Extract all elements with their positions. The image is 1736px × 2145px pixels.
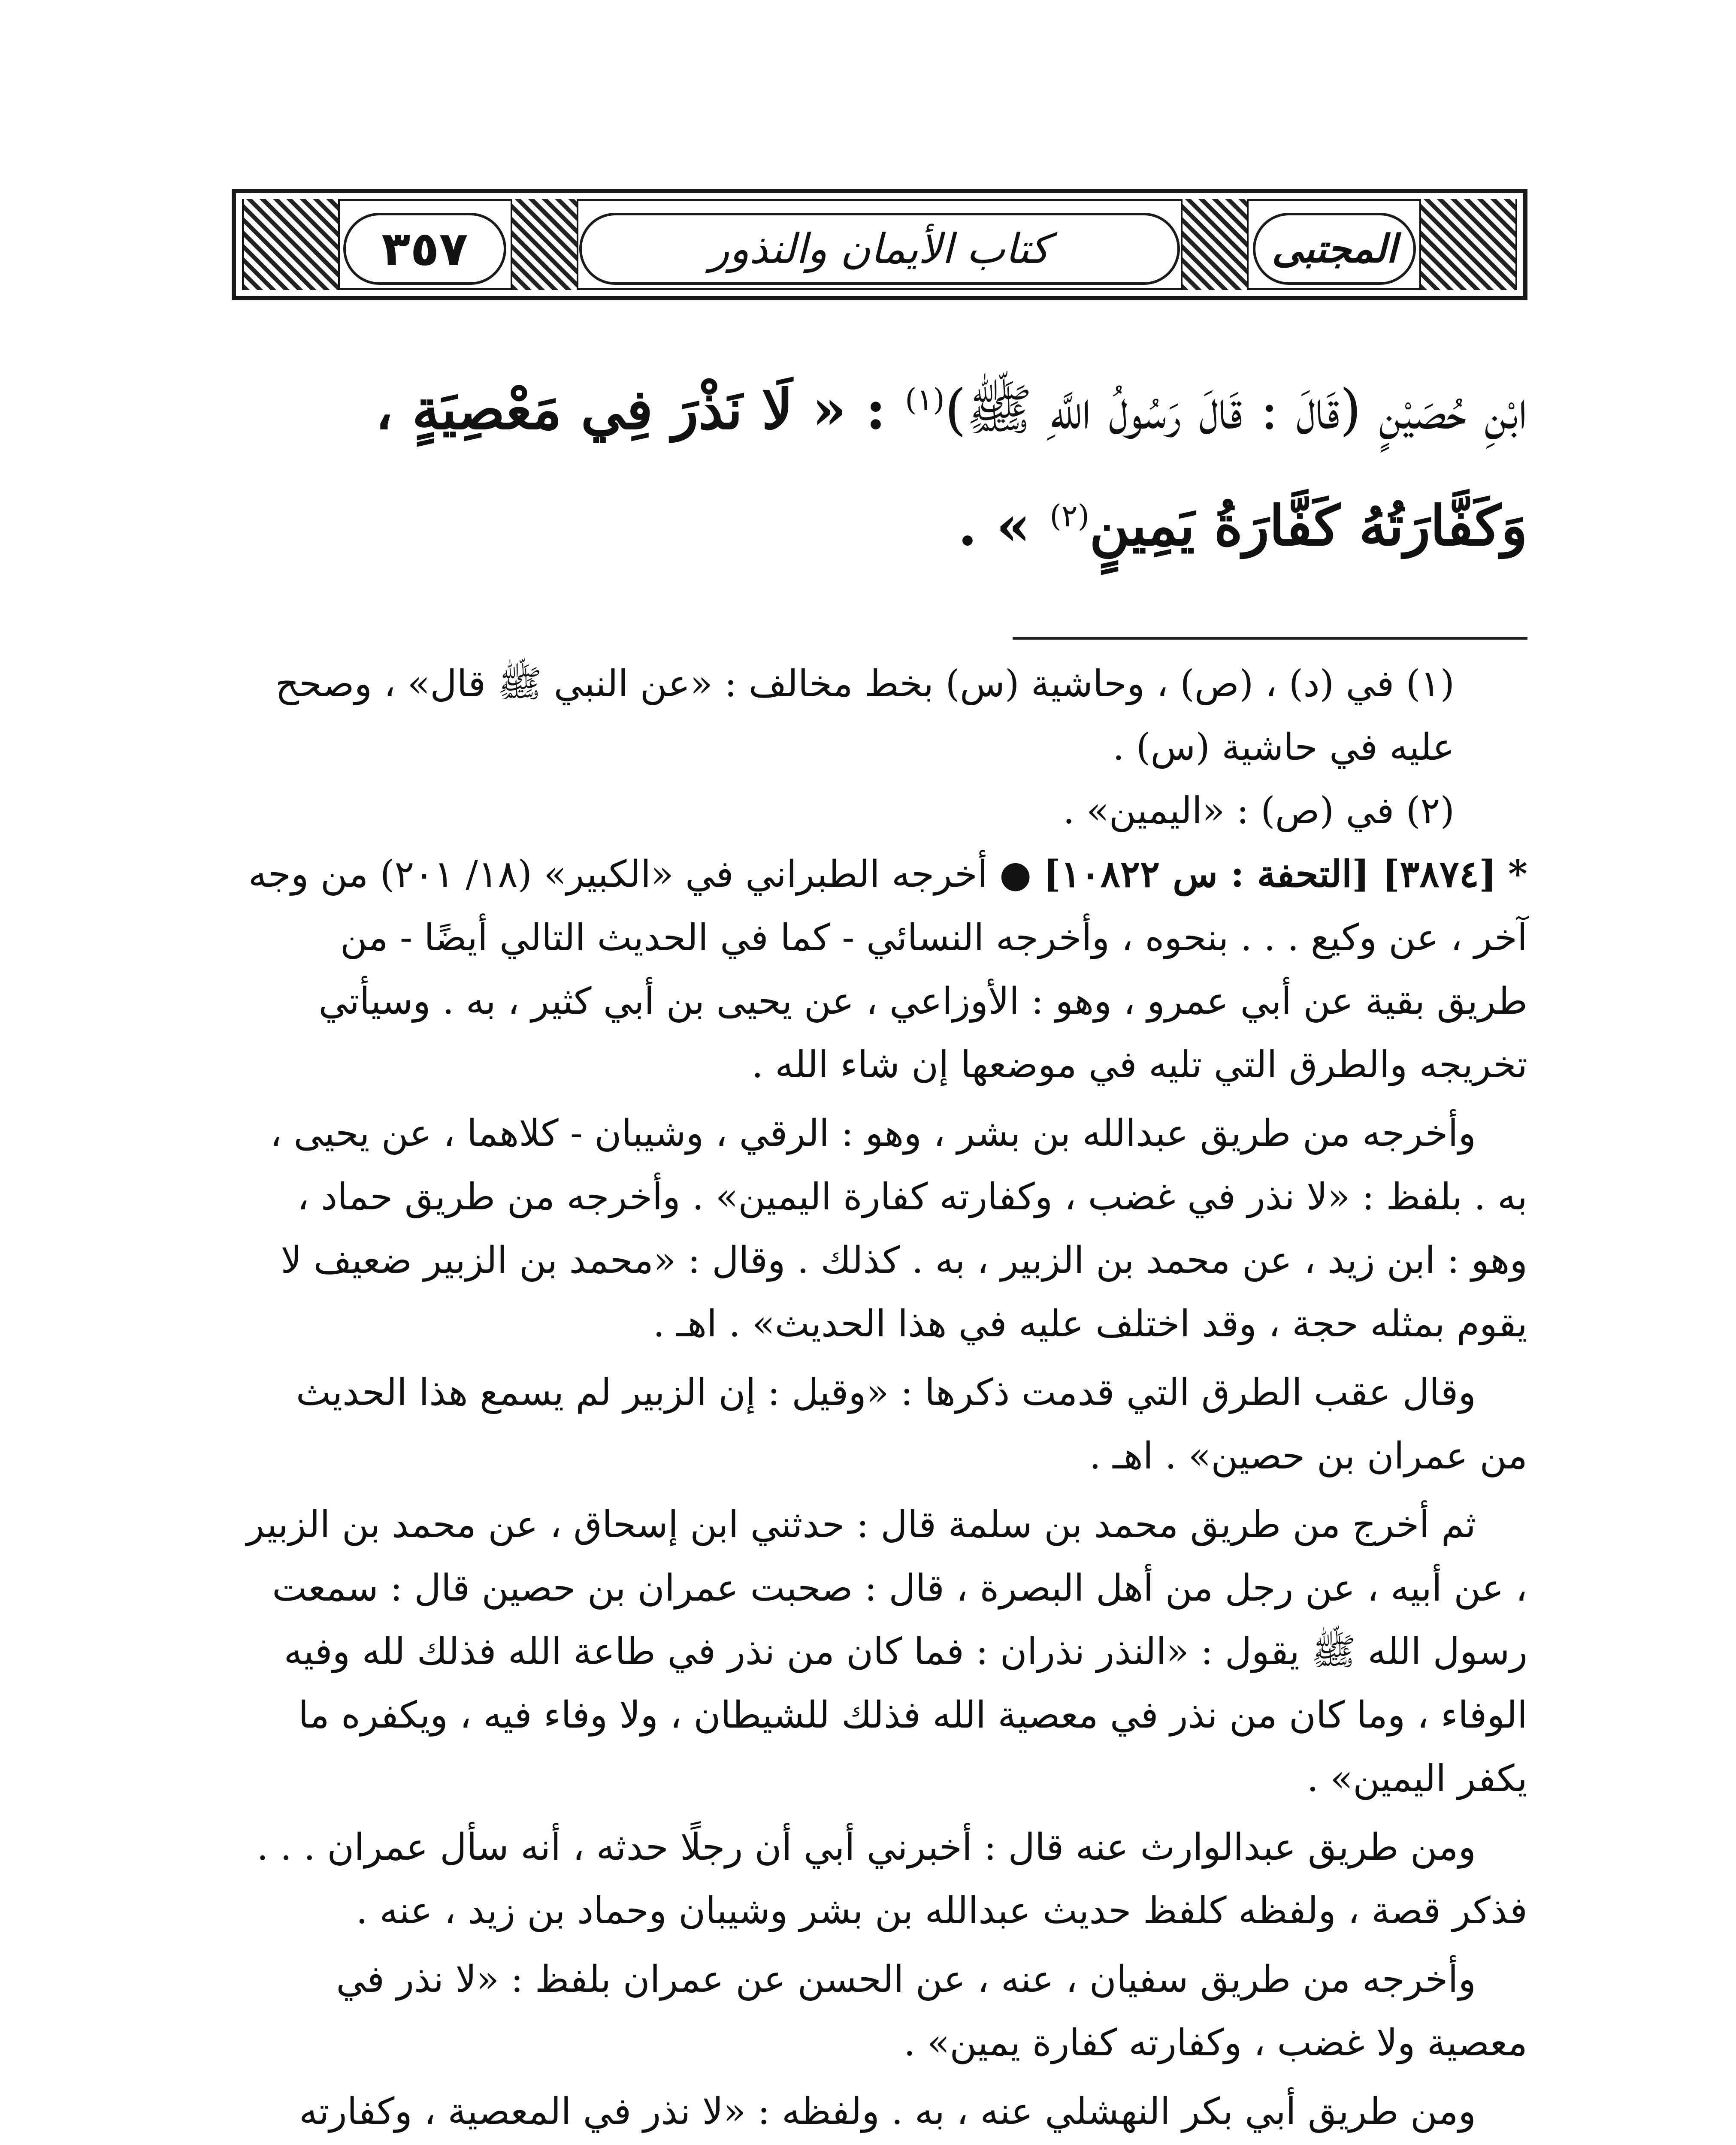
page-number: ٣٥٧ [381,221,468,276]
footnote-paragraph: ثم أخرج من طريق محمد بن سلمة قال : حدثني ابن إسحاق ، عن محمد بن الزبير ، عن أبيه ، عن رجل من أهل البصرة ، قال : صحبت عمران بن حصين قال : سمعت رسول الله ﷺ يقول : «النذر نذران : فما كان من نذر في طاعة الله فذلك لله وفيه الوفاء ، وما كان من نذر في معصية الله فذلك للشيطان ، ولا وفاء فيه ، ويكفره ما يكفر اليمين» . [246,1503,1527,1800]
footnote-paragraph: ومن طريق أبي بكر النهشلي عنه ، به . ولفظه : «لا نذر في المعصية ، وكفارته [299,2090,1476,2133]
footnote-paragraph: وقال عقب الطرق التي قدمت ذكرها : «وقيل : إن الزبير لم يسمع هذا الحديث من عمران بن حصين» . اهـ . [296,1371,1527,1477]
entry-star: * [1508,852,1527,896]
takhrij-entry [240,843,1527,1097]
footnote-paragraph: وأخرجه من طريق سفيان ، عنه ، عن الحسن عن عمران بلفظ : «لا نذر في معصية ولا غضب ، وكفارته كفارة يمين» . [336,1958,1527,2064]
entry-tag: [٣٨٧٤] [التحفة : س ١٠٨٢٢] [1043,852,1497,896]
ornament-left-outer [242,199,340,290]
footnote-ref-1: (١) [905,382,945,417]
page-number-cartouche [343,213,506,285]
ornament-left-inner [511,199,578,290]
footnote-1: (١) في (د) ، (ص) ، وحاشية (س) بخط مخالف : «عن النبي ﷺ قال» ، وصحح عليه في حاشية (س) . [275,662,1455,769]
book-name-cartouche [1253,213,1416,285]
ornament-right-inner [1181,199,1249,290]
footnotes [240,652,1527,2145]
hadith-text [240,352,1527,584]
footnote-paragraph: ومن طريق عبدالوارث عنه قال : أخبرني أبي أن رجلًا حدثه ، أنه سأل عمران . . . فذكر قصة ، ولفظه كلفظ حديث عبدالله بن بشر وشيبان وحماد بن زيد ، عنه . [257,1826,1527,1932]
running-title: كتاب الأيمان والنذور [709,225,1050,273]
book-name: المجتبى [1272,226,1397,272]
footnote-paragraph: وأخرجه من طريق عبدالله بن بشر ، وهو : الرقي ، وشيبان - كلاهما ، عن يحيى ، به . بلفظ : «لا نذر في غضب ، وكفارته كفارة اليمين» . وأخرجه من طريق حماد ، وهو : ابن زيد ، عن محمد بن الزبير ، به . كذلك . وقال : «محمد بن الزبير ضعيف لا يقوم بمثله حجة ، وقد اختلف عليه في هذا الحديث» . اهـ . [270,1112,1527,1345]
running-title-cartouche [579,213,1180,285]
footnote-ref-2: (٢) [1049,498,1090,534]
footnote-2: (٢) في (ص) : «اليمين» . [1063,789,1455,832]
hadith-end: » . [958,494,1050,558]
page-header [232,189,1527,300]
footnote-divider [1013,637,1527,640]
entry-bullet: ● [999,852,1032,896]
hadith-narrator: ابْنِ حُصَيْنٍ (قَالَ : قَالَ رَسُولُ اللَّهِ ﷺ) [944,378,1527,442]
hadith-quote: : « لَا نَذْرَ فِي مَعْصِيَةٍ ، وَكَفَّارَتُهُ كَفَّارَةُ يَمِينٍ [375,378,1527,558]
entry-first-text: أخرجه الطبراني في «الكبير» (١٨/ ٢٠١) من وجه آخر ، عن وكيع . . . بنحوه ، وأخرجه النسائي - كما في الحديث التالي أيضًا - من طريق بقية عن أبي عمرو ، وهو : الأوزاعي ، عن يحيى بن أبي كثير ، به . وسيأتي تخريجه والطرق التي تليه في موضعها إن شاء الله . [248,853,1527,1086]
ornament-right-outer [1419,199,1517,290]
